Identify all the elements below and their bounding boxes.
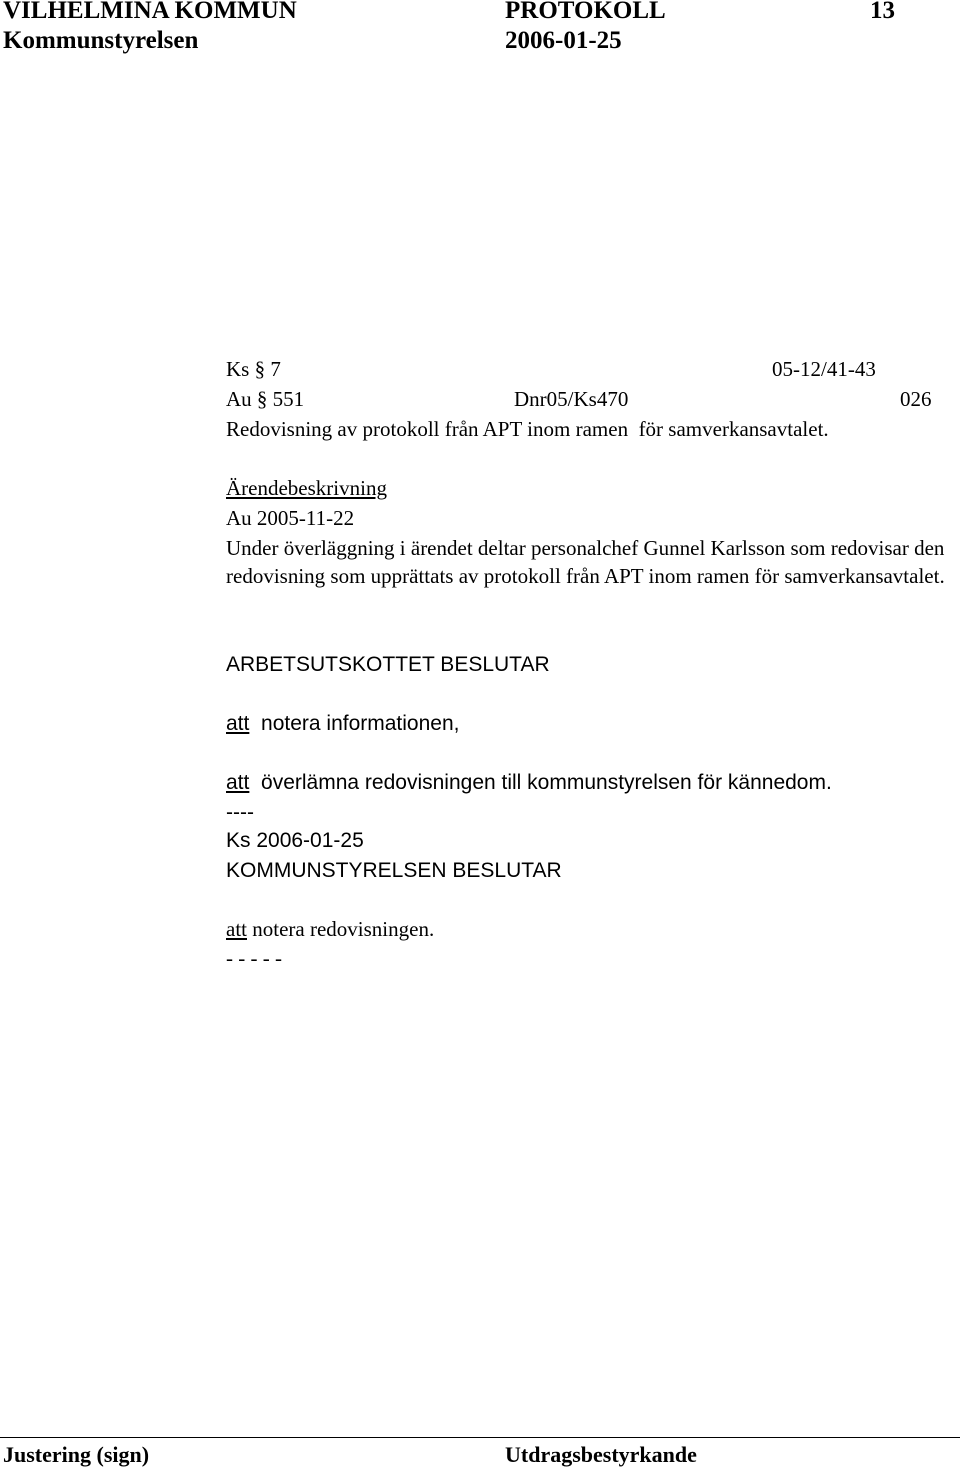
description-heading: Ärendebeskrivning [226,476,387,500]
section-sign: § [256,387,268,411]
au-decision-heading: ARBETSUTSKOTTET BESLUTAR [226,653,550,676]
utdrag-label: Utdragsbestyrkande [505,1442,697,1467]
att-label: att [226,917,247,941]
ks-label: Ks [226,357,250,381]
ks-paragraph-ref [226,355,281,384]
reference-code: 05-12/41-43 [772,357,876,381]
page-number: 13 [870,0,895,24]
decision-text: överlämna redovisningen till kommunstyrelsen för kännedom. [261,771,832,794]
ks-number: 7 [270,357,281,381]
diary-number: Dnr05/Ks470 [514,387,629,411]
description-body: Under överläggning i ärendet deltar personalchef Gunnel Karlsson som redovisar den redovisning som upprättats av protokoll från APT inom ramen för samverkansavtalet. [226,536,945,588]
justering-label: Justering (sign) [3,1442,150,1467]
att-label: att [226,771,250,794]
municipality-name: VILHELMINA KOMMUN [3,0,297,24]
classification-code: 026 [900,387,932,411]
au-date: Au 2005-11-22 [226,506,355,530]
decision-text: notera redovisningen. [252,917,435,941]
au-decision-item [226,710,460,738]
au-paragraph-ref [226,385,304,414]
separator: ---- [226,801,254,824]
case-title: Redovisning av protokoll från APT inom ramen för samverkansavtalet. [226,417,829,441]
section-sign: § [254,357,266,381]
au-number: 551 [272,387,305,411]
decision-text: notera informationen, [261,712,460,735]
att-label: att [226,712,250,735]
au-decision-item [226,769,832,797]
end-marker: - - - - - [226,946,282,970]
ks-decision-heading: KOMMUNSTYRELSEN BESLUTAR [226,859,562,882]
ks-decision-date: Ks 2006-01-25 [226,829,364,852]
au-label: Au [226,387,252,411]
footer-rule [0,1437,960,1438]
meeting-date: 2006-01-25 [505,27,622,54]
document-type: PROTOKOLL [505,0,666,24]
ks-decision-item [226,915,434,944]
committee-name: Kommunstyrelsen [3,27,199,54]
